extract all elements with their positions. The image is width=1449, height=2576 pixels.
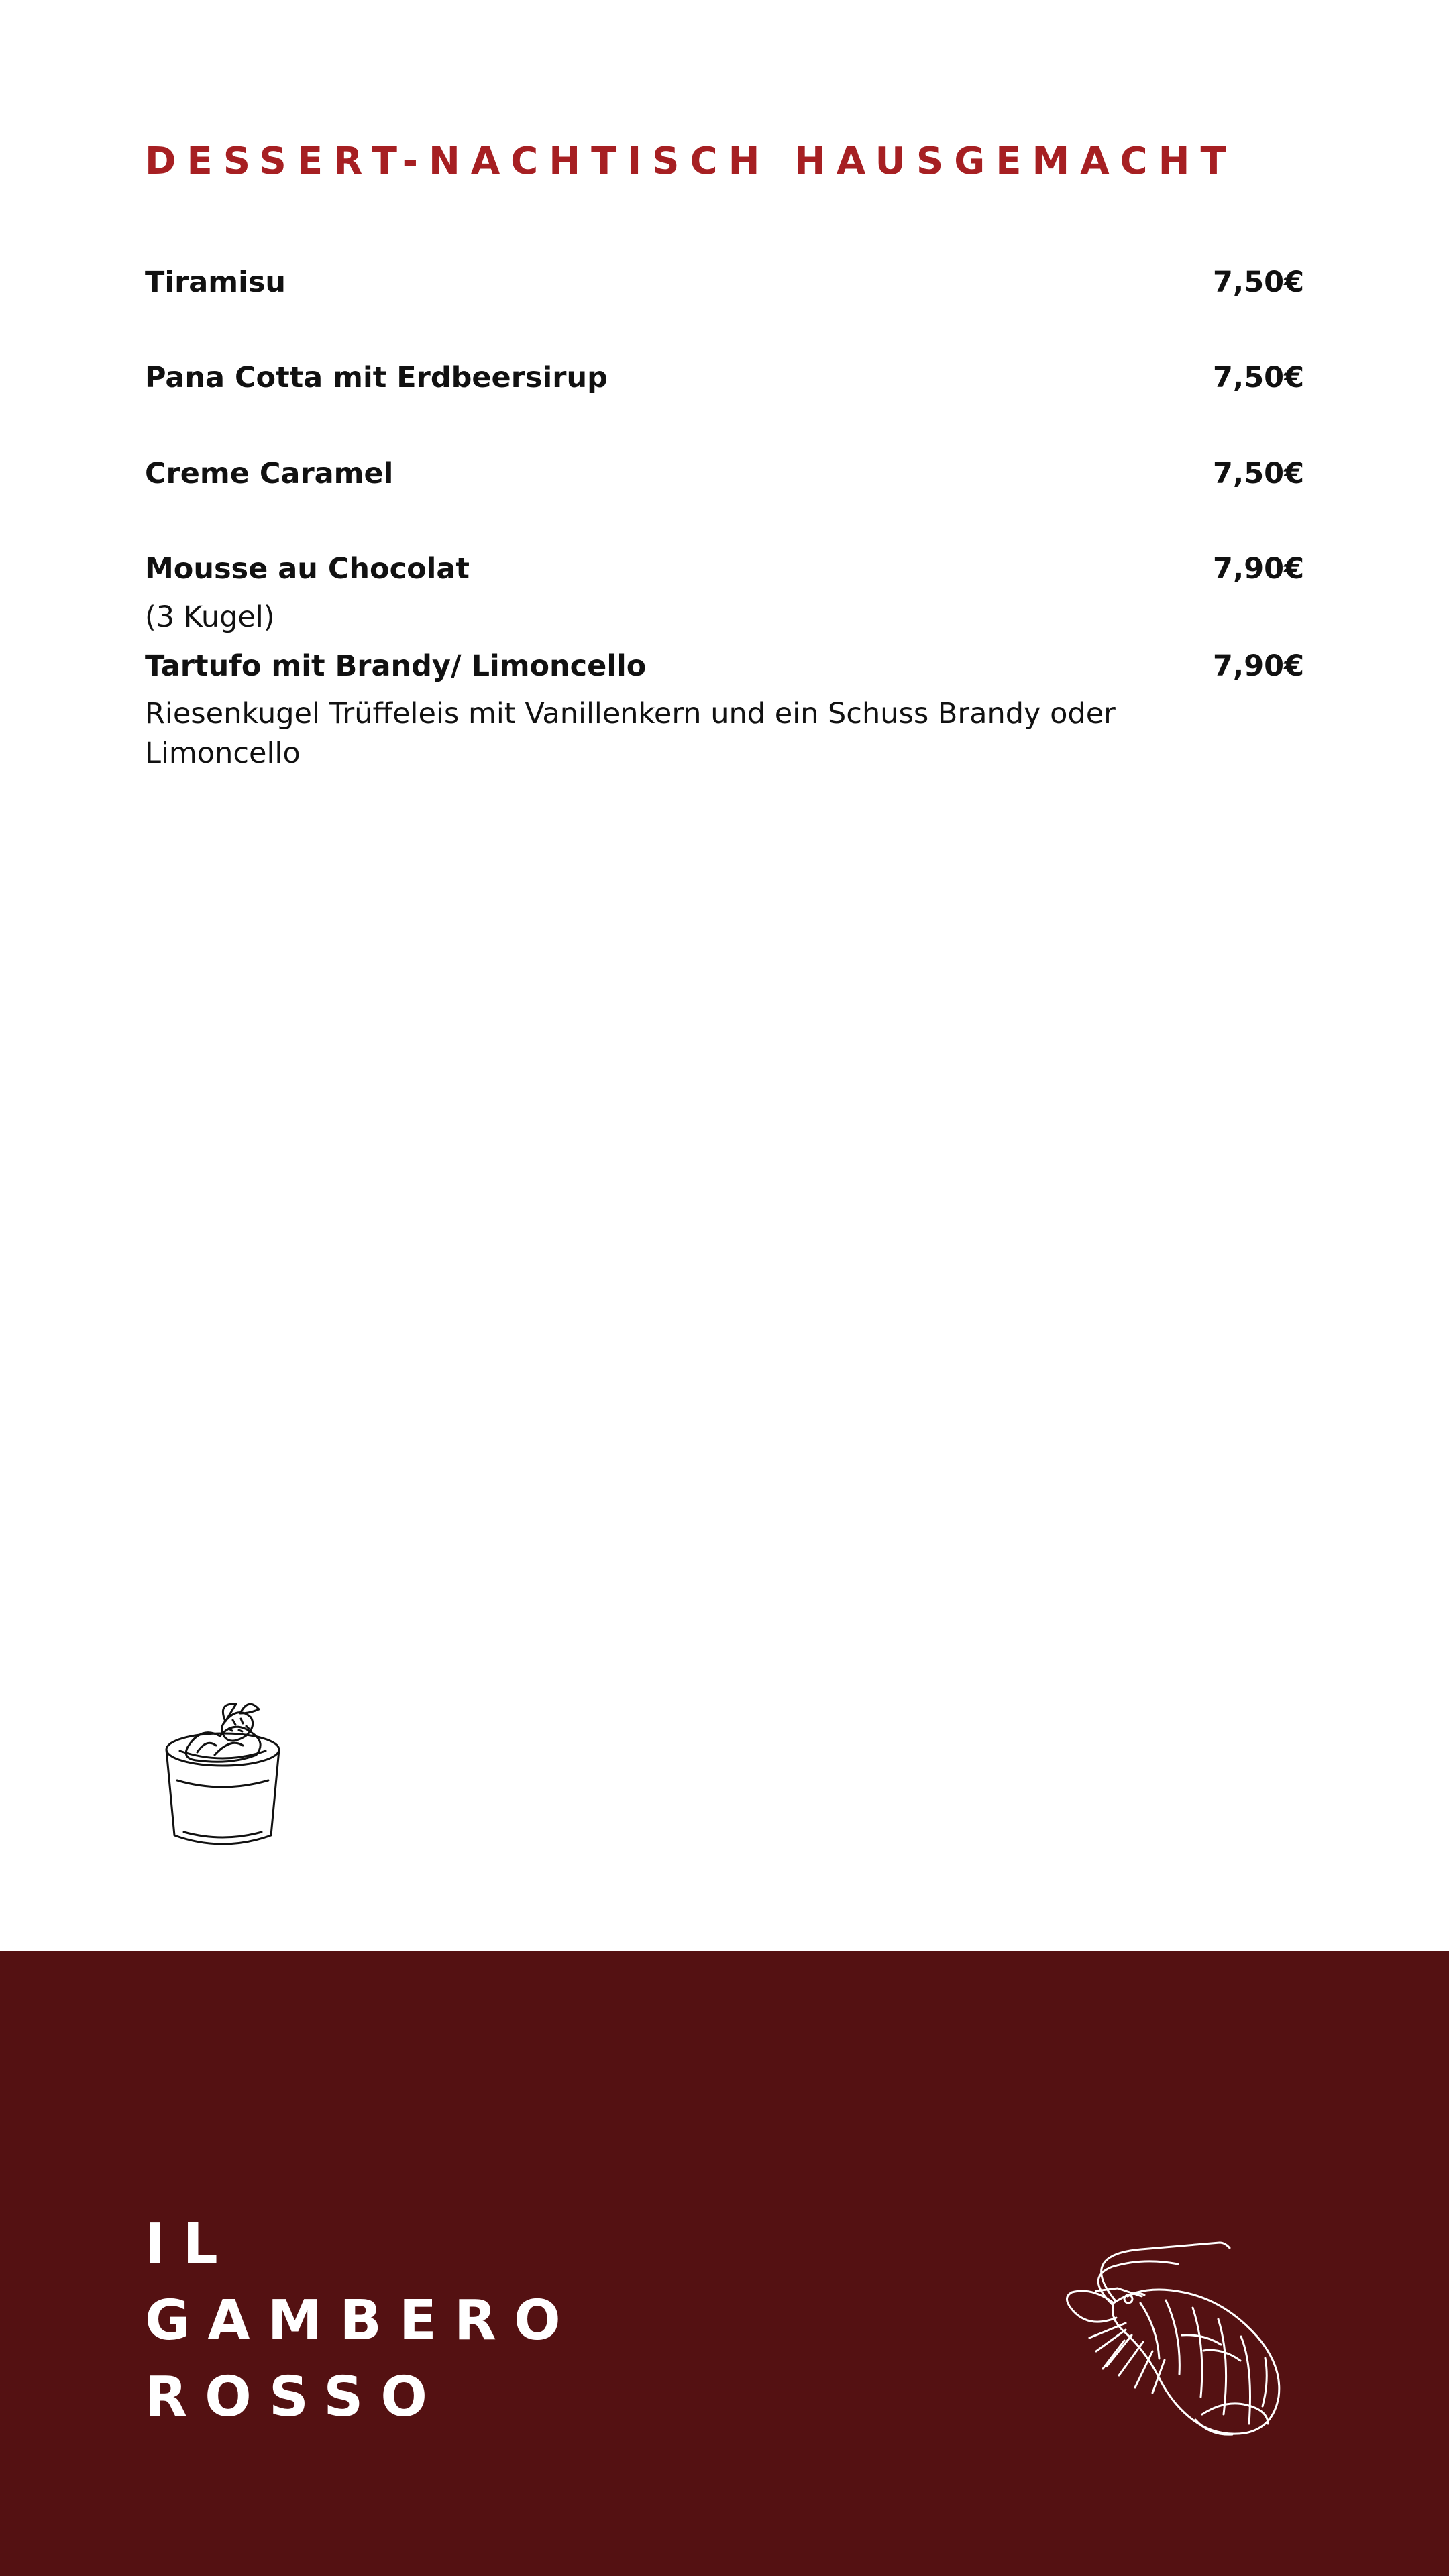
item-spacing	[145, 637, 1304, 649]
menu-item-name: Mousse au Chocolat	[145, 552, 470, 586]
shrimp-icon	[1060, 2239, 1315, 2440]
menu-items-list	[145, 266, 1304, 774]
brand-line-1: IL	[145, 2212, 235, 2276]
item-spacing	[145, 300, 1304, 361]
menu-item-row	[145, 457, 1304, 492]
item-spacing	[145, 396, 1304, 457]
menu-item-pana-cotta	[145, 361, 1304, 396]
menu-item-price: 7,50€	[1212, 456, 1304, 490]
menu-item-row	[145, 361, 1304, 396]
menu-item-mousse-au-chocolat	[145, 552, 1304, 637]
menu-item-price: 7,90€	[1212, 649, 1304, 683]
menu-item-description: (3 Kugel)	[145, 600, 275, 634]
menu-item-price: 7,50€	[1212, 265, 1304, 299]
menu-item-price: 7,90€	[1212, 552, 1304, 586]
menu-item-name: Tartufo mit Brandy/ Limoncello	[145, 649, 647, 683]
menu-item-description: Riesenkugel Trüffeleis mit Vanillenkern und ein Schuss Brandy oder Limoncello	[145, 697, 1116, 771]
section-title: DESSERT-NACHTISCH HAUSGEMACHT	[145, 140, 1237, 183]
menu-item-row	[145, 552, 1304, 587]
menu-item-row	[145, 266, 1304, 301]
item-spacing	[145, 491, 1304, 552]
menu-item-price: 7,50€	[1212, 361, 1304, 395]
menu-item-name: Creme Caramel	[145, 456, 394, 490]
menu-item-row	[145, 649, 1304, 684]
menu-item-tiramisu	[145, 266, 1304, 301]
menu-item-creme-caramel	[145, 457, 1304, 492]
dessert-cup-icon	[156, 1697, 290, 1858]
brand-line-2: GAMBERO	[145, 2288, 578, 2353]
restaurant-footer	[0, 1951, 1449, 2576]
dessert-menu	[145, 141, 1304, 773]
menu-item-tartufo	[145, 649, 1304, 773]
menu-item-name: Pana Cotta mit Erdbeersirup	[145, 361, 608, 395]
menu-item-name: Tiramisu	[145, 265, 286, 299]
restaurant-brand	[145, 2206, 578, 2436]
brand-line-3: ROSSO	[145, 2365, 445, 2429]
